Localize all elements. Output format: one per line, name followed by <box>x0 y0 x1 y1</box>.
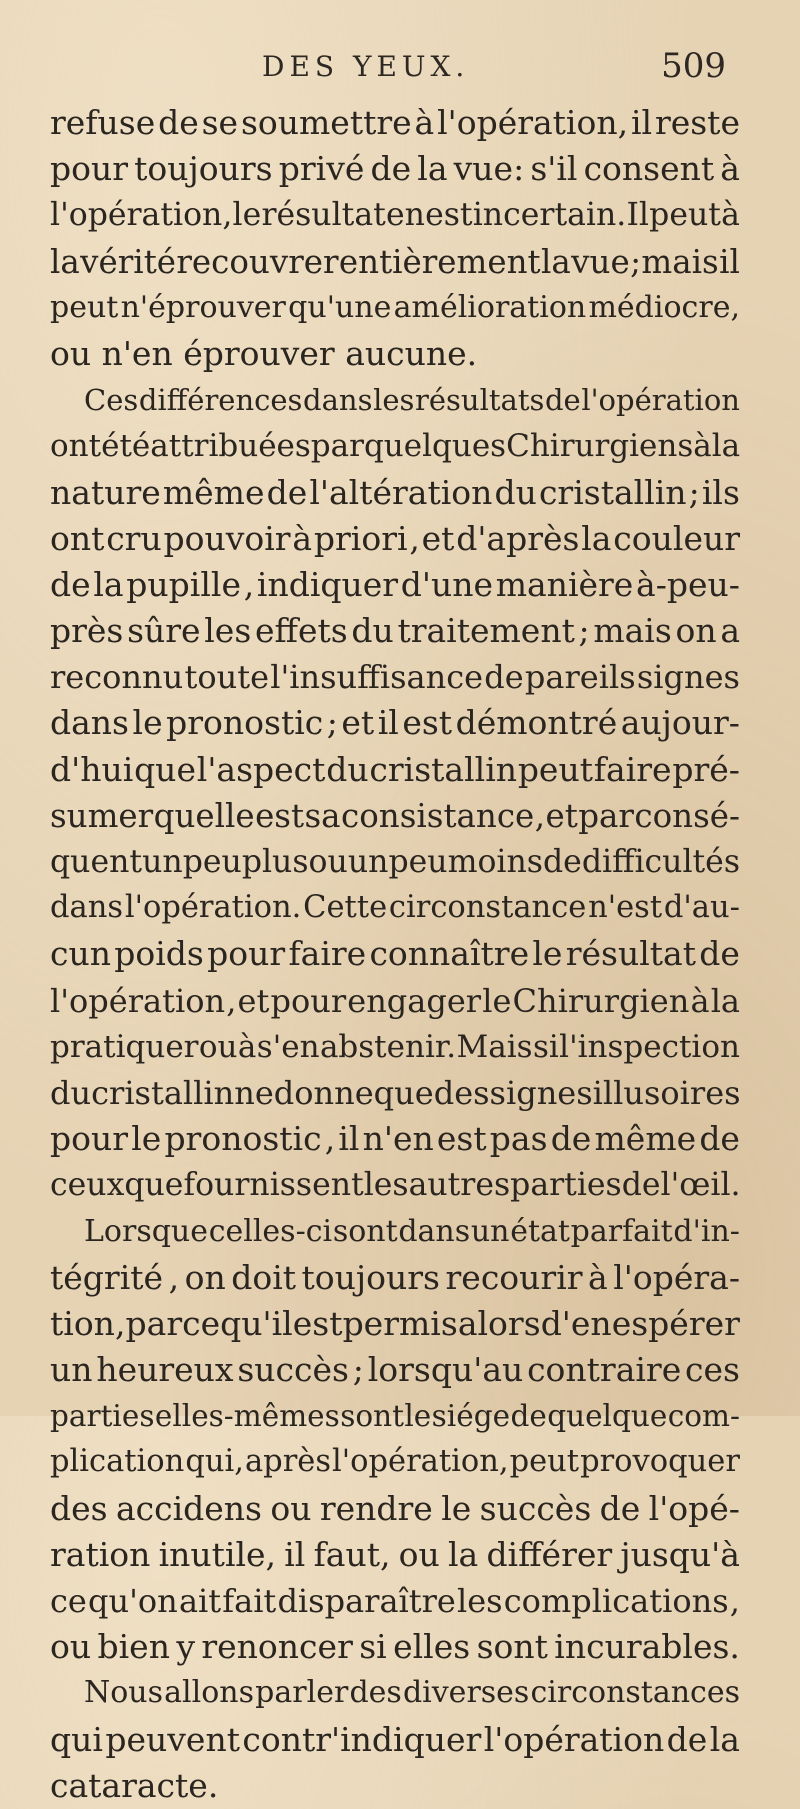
text-line: près sûre les effets du traitement ; mais on a <box>50 611 740 651</box>
text-line: reconnu toute l'insuffisance de pareils signes <box>50 658 740 697</box>
text-line: Ces différences dans les résultats de l'opération <box>84 383 740 418</box>
text-line: ont cru pouvoir à priori , et d'après la couleur <box>50 518 740 558</box>
text-line: un heureux succès ; lorsqu'au contraire ces <box>50 1350 740 1390</box>
text-line: cataracte. <box>50 1765 219 1805</box>
text-line: parties elles-mêmes sont le siége de quelque com- <box>50 1399 740 1434</box>
text-line: ou n'en éprouver aucune. <box>50 333 478 373</box>
text-line: tégrité , on doit toujours recourir à l'opéra- <box>50 1257 740 1297</box>
text-line: l'opération, le résultat en est incertain. Il peut à <box>50 197 740 234</box>
text-line: pour le pronostic , il n'en est pas de même de <box>50 1119 740 1159</box>
text-line: tion , parce qu'il est permis alors d'en espérer <box>50 1303 740 1343</box>
text-line: nature même de l'altération du cristallin ; ils <box>50 472 740 512</box>
text-line: l'opération , et pour engager le Chirurgien à la <box>50 981 740 1020</box>
text-line: la vérité recouvrer entièrement la vue ; mais il <box>50 242 740 281</box>
text-line: cun poids pour faire connaître le résultat de <box>50 934 740 974</box>
text-line: quent un peu plus ou un peu moins de difficultés <box>50 844 740 880</box>
running-title: DES YEUX. <box>262 50 470 83</box>
text-line: Lorsque celles-ci sont dans un état parfait d'in- <box>84 1213 740 1249</box>
text-line: dans l'opération. Cette circonstance n'est d'au- <box>50 890 740 926</box>
text-line: pour toujours privé de la vue: s'il consent à <box>50 149 740 189</box>
text-line: Nous allons parler des diverses circonstances <box>84 1675 740 1711</box>
text-line: du cristallin ne donne que des signes illusoires <box>50 1073 741 1112</box>
text-line: peut n'éprouver qu'une amélioration médiocre, <box>50 289 740 325</box>
text-line: ce qu'on ait fait disparaître les complications , <box>50 1582 740 1620</box>
text-line: refuse de se soumettre à l'opération, il reste <box>50 103 740 142</box>
text-line: de la pupille , indiquer d'une manière à-peu- <box>50 564 740 604</box>
text-line: plication qui, après l'opération, peut provoquer <box>50 1444 740 1480</box>
text-line: sumer quelle est sa consistance , et par consé- <box>50 796 740 835</box>
page-number: 509 <box>661 46 726 86</box>
running-head <box>52 46 748 90</box>
text-line: d'hui que l'aspect du cristallin peut faire pré- <box>50 749 740 789</box>
text-line: ou bien y renoncer si elles sont incurables. <box>50 1627 740 1667</box>
text-line: pratiquer ou à s'en abstenir. Mais si l'inspection <box>50 1028 740 1065</box>
body-text <box>50 100 740 1809</box>
text-line: ceux que fournissent les autres parties de l'œil. <box>50 1167 741 1204</box>
text-line: des accidens ou rendre le succès de l'opé- <box>50 1488 740 1528</box>
text-line: ration inutile, il faut, ou la différer jusqu'à <box>50 1534 740 1574</box>
text-line: qui peuvent contr'indiquer l'opération de la <box>50 1719 740 1759</box>
text-line: dans le pronostic ; et il est démontré aujour- <box>50 703 740 743</box>
text-line: ont été attribuées par quelques Chirurgiens à la <box>50 428 741 465</box>
